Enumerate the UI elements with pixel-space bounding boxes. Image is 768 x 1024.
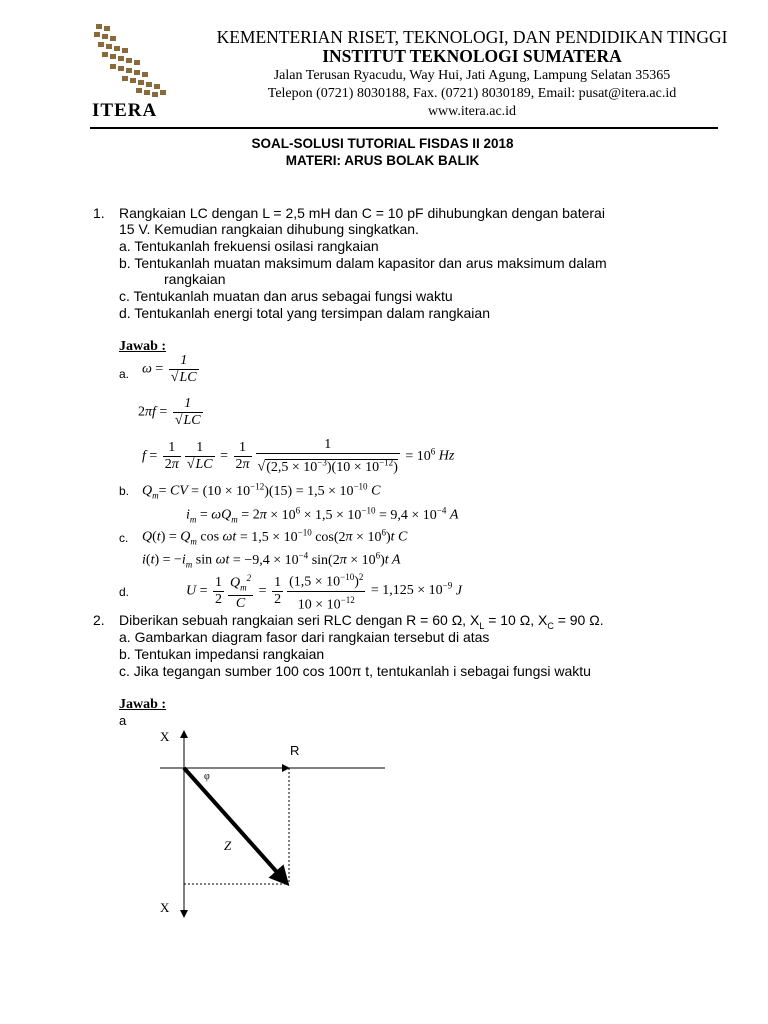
answer-a-label: a.	[119, 367, 130, 381]
diagram-label-x-bottom: X	[160, 900, 170, 915]
q2-part-c: c. Jika tegangan sumber 100 cos 100π t, tentukanlah i sebagai fungsi waktu	[119, 663, 591, 679]
jawab-label-1: Jawab :	[119, 339, 167, 354]
q2-part-a: a. Gambarkan diagram fasor dari rangkaian tersebut di atas	[119, 629, 490, 645]
jawab-label-2: Jawab :	[119, 697, 167, 712]
institute-name: INSTITUT TEKNOLOGI SUMATERA	[322, 46, 622, 66]
contact: Telepon (0721) 8030188, Fax. (0721) 8030189, Email: pusat@itera.ac.id	[267, 86, 677, 101]
phasor-diagram	[150, 728, 395, 928]
q2-answer-a-label: a	[119, 713, 127, 728]
q2-text: Diberikan sebuah rangkaian seri RLC dengan R = 60 Ω, $X_L = 10$ Ω, $X_C = 90$ Ω.	[119, 612, 604, 631]
q1-part-a: a. Tentukanlah frekuensi osilasi rangkaian	[119, 238, 379, 254]
equation-it: $i(t) = -i_m$ $\sin \omega t = -9,4 \times 10^{-4}$ $\sin(2\pi \times 10^6)t$ A	[142, 550, 401, 570]
logo-text: ITERA	[92, 100, 158, 121]
equation-f: f = $\frac{1}{2\pi}$ $\frac{1}{√LC}$ = $\frac{1}{2\pi}$ $\frac{1}{√(2,5 \times 10^{-3})(10 \times 10^{-12})}$ = $10^6$ Hz	[142, 437, 455, 475]
equation-qt: $Q(t) = Q_m$ $\cos \omega t = 1,5 \times 10^{-10}$ $\cos(2\pi \times 10^6)t$ C	[142, 527, 408, 547]
q1-number: 1.	[93, 205, 105, 221]
equation-qm: $Q_m=$ CV = $(10 \times 10^{-12})(15) = 1,5 \times 10^{-10}$ C	[142, 481, 381, 501]
answer-d-label: d.	[119, 585, 130, 599]
answer-c-label: c.	[119, 531, 129, 545]
diagram-label-z: Z	[224, 838, 232, 853]
equation-omega: ω = $\frac{1}{√LC}$	[142, 353, 197, 385]
website: www.itera.ac.id	[427, 104, 517, 119]
equation-energy: U = $\frac{1}{2}$ $\frac{Q_m^2}{C}$ = $\frac{1}{2}$ $\frac{(1,5 \times 10^{-10})^2}{10 \times 10^{-12}}$ = $1,125 \times 10^{-9}$ J	[186, 572, 462, 613]
q1-text-line2: 15 V. Kemudian rangkaian dihubung singkatkan.	[119, 221, 419, 237]
q1-text-line1: Rangkaian LC dengan L = 2,5 mH dan C = 10 pF dihubungkan dengan baterai	[119, 205, 605, 221]
q1-part-b-line1: b. Tentukanlah muatan maksimum dalam kapasitor dan arus maksimum dalam	[119, 255, 607, 271]
q1-part-b-line2: rangkaian	[164, 271, 226, 287]
address: Jalan Terusan Ryacudu, Way Hui, Jati Agung, Lampung Selatan 35365	[273, 68, 671, 83]
doc-subtitle: MATERI: ARUS BOLAK BALIK	[285, 153, 480, 168]
q1-part-c: c. Tentukanlah muatan dan arus sebagai fungsi waktu	[119, 288, 453, 304]
equation-im: $i_m = \omega Q_m = 2\pi \times 10^6 \times 1,5 \times 10^{-10} = 9,4 \times 10^{-4}$ A	[186, 505, 459, 525]
equation-2pif: 2πf = $\frac{1}{√LC}$	[138, 396, 201, 428]
q1-part-d: d. Tentukanlah energi total yang tersimpan dalam rangkaian	[119, 305, 490, 321]
header-rule	[90, 127, 718, 129]
answer-b-label: b.	[119, 484, 130, 498]
diagram-label-r: R	[290, 743, 300, 758]
doc-title: SOAL-SOLUSI TUTORIAL FISDAS II 2018	[251, 136, 514, 151]
diagram-label-phi: φ	[204, 771, 210, 782]
diagram-label-x-top: X	[160, 729, 170, 744]
q2-number: 2.	[93, 612, 105, 628]
q2-part-b: b. Tentukan impedansi rangkaian	[119, 646, 325, 662]
z-vector	[184, 768, 284, 880]
ministry-name: KEMENTERIAN RISET, TEKNOLOGI, DAN PENDIDIKAN TINGGI	[216, 27, 728, 47]
